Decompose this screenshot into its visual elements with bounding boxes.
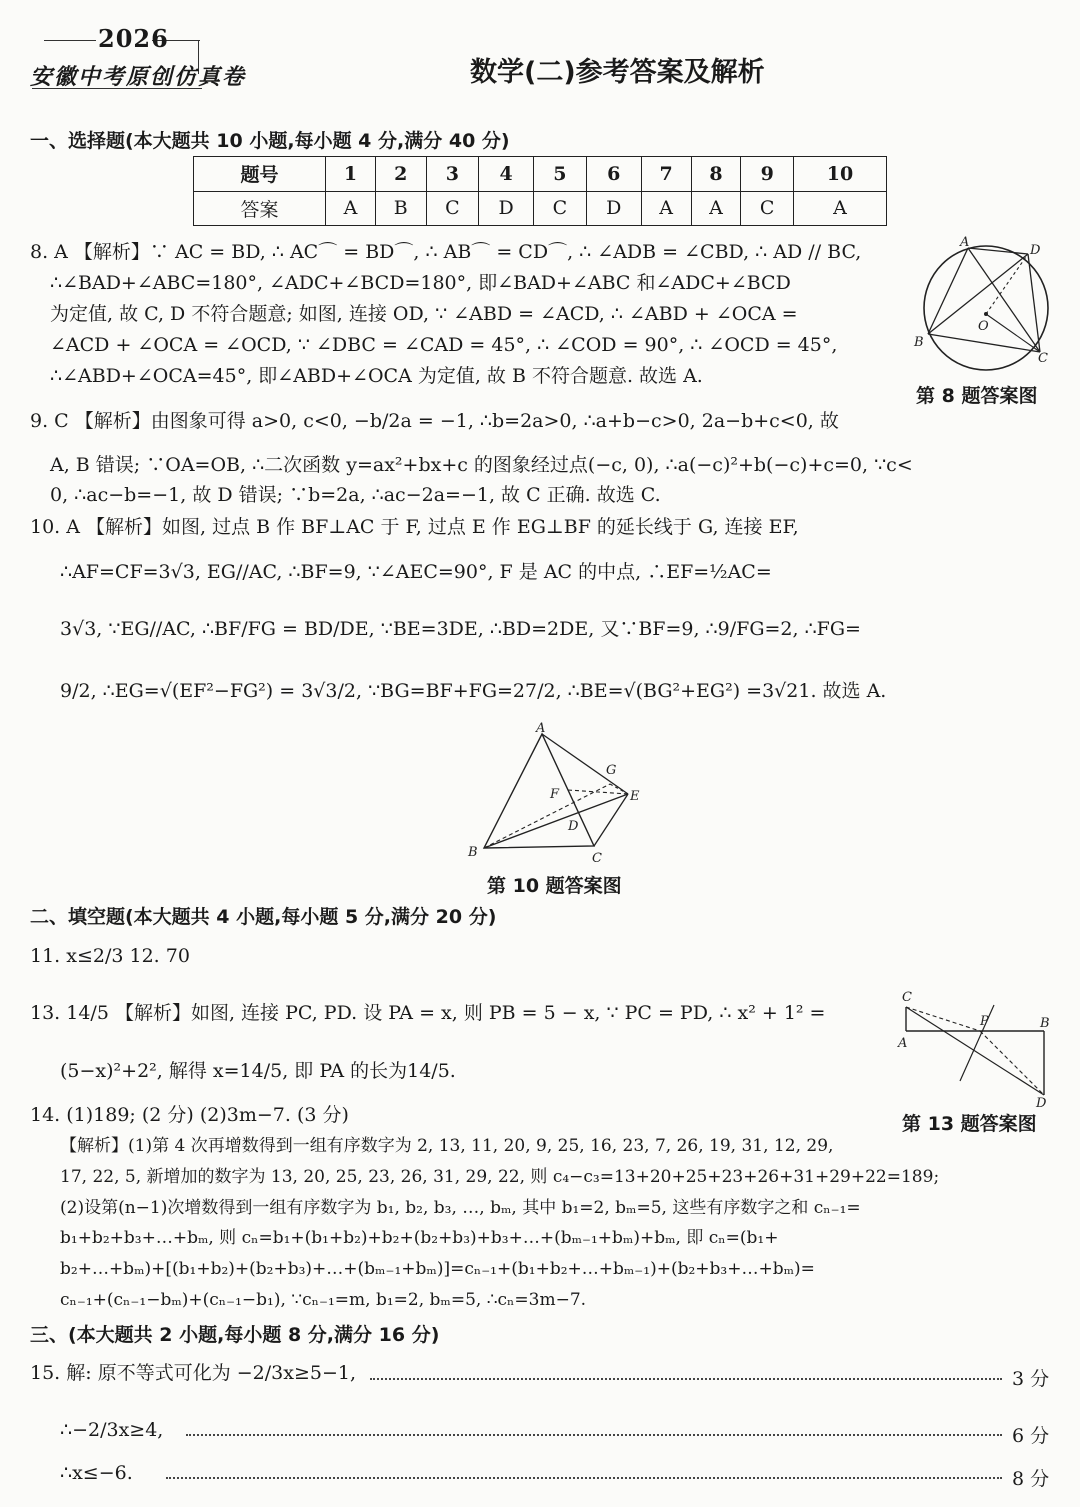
q14-line: 14. (1)189; (2 分) (2)3m−7. (3 分) <box>30 1104 349 1126</box>
row-label-number: 题号 <box>194 157 326 192</box>
q10-label: E <box>630 789 640 804</box>
q13-line: (5−x)²+2², 解得 x=14/5, 即 PA 的长为14/5. <box>60 1060 456 1082</box>
q14-line: b₂+…+bₘ)+[(b₁+b₂)+(b₂+b₃)+…+(bₘ₋₁+bₘ)]=cₙ₋₁+(b₁+b₂+…+bₘ₋₁)+(b₂+b₃+…+bₘ)= <box>60 1259 815 1279</box>
answer-cell: B <box>375 191 426 226</box>
q15-step: 15. 解: 原不等式可化为 −2/3x≥5−1, <box>30 1362 357 1384</box>
q13-figure <box>894 985 1064 1114</box>
answer-cell: C <box>741 191 794 226</box>
q10-line: 9/2, ∴EG=√(EF²−FG²) = 3√3/2, ∵BG=BF+FG=27/2, ∴BE=√(BG²+EG²) =3√21. 故选 A. <box>60 680 887 702</box>
question-number: 8 <box>691 157 741 192</box>
q9-line: 0, ∴ac−b=−1, 故 D 错误; ∵b=2a, ∴ac−2a=−1, 故 C 正确. 故选 C. <box>50 484 661 506</box>
q8-figure <box>912 234 1062 378</box>
q15-score: 8 分 <box>1012 1468 1050 1490</box>
header-year: 2026 <box>98 24 169 53</box>
row-label-answer: 答案 <box>194 191 326 226</box>
leader-dots <box>166 1477 1002 1479</box>
q10-label: C <box>592 851 602 866</box>
header-brand: 安徽中考原创仿真卷 <box>30 64 247 90</box>
question-number: 1 <box>326 157 376 192</box>
q8-label: C <box>1038 351 1048 366</box>
q8-label: O <box>978 319 989 334</box>
question-number: 5 <box>534 157 587 192</box>
q8-line: 8. A 【解析】∵ AC = BD, ∴ AC⌒ = BD⌒, ∴ AB⌒ = CD⌒, ∴ ∠ADB = ∠CBD, ∴ AD // BC, <box>30 241 862 263</box>
question-number: 10 <box>793 157 886 192</box>
q9-line: 9. C 【解析】由图象可得 a>0, c<0, −b/2a = −1, ∴b=2a>0, ∴a+b−c>0, 2a−b+c<0, 故 <box>30 410 839 432</box>
q13-label: C <box>902 990 912 1005</box>
question-number: 7 <box>641 157 691 192</box>
question-number: 9 <box>741 157 794 192</box>
answer-table-answer-row <box>194 191 887 226</box>
q10-line: ∴AF=CF=3√3, EG//AC, ∴BF=9, ∵∠AEC=90°, F 是 AC 的中点, ∴EF=½AC= <box>60 561 772 583</box>
answer-cell: C <box>426 191 479 226</box>
answer-cell: A <box>691 191 741 226</box>
question-number: 3 <box>426 157 479 192</box>
q13-label: A <box>898 1036 908 1051</box>
question-number: 6 <box>586 157 641 192</box>
answer-cell: A <box>793 191 886 226</box>
q8-label: D <box>1030 243 1041 258</box>
header-rule-left <box>44 40 96 41</box>
q15-step: ∴−2/3x≥4, <box>60 1419 164 1441</box>
q10-label: G <box>606 763 617 778</box>
q10-line: 3√3, ∵EG//AC, ∴BF/FG = BD/DE, ∵BE=3DE, ∴BD=2DE, 又∵BF=9, ∴9/FG=2, ∴FG= <box>60 618 861 640</box>
q14-line: (2)设第(n−1)次增数得到一组有序数字为 b₁, b₂, b₃, …, bₘ, 其中 b₁=2, bₘ=5, 这些有序数字之和 cₙ₋₁= <box>60 1198 861 1218</box>
q8-caption: 第 8 题答案图 <box>916 385 1038 407</box>
leader-dots <box>370 1378 1002 1380</box>
q13-label: D <box>1036 1096 1047 1110</box>
section1-heading: 一、选择题(本大题共 10 小题,每小题 4 分,满分 40 分) <box>30 130 510 152</box>
q15-score: 3 分 <box>1012 1368 1050 1390</box>
answer-table-number-row <box>194 157 887 192</box>
q15-score: 6 分 <box>1012 1425 1050 1447</box>
q15-step: ∴x≤−6. <box>60 1462 133 1484</box>
answer-cell: D <box>479 191 534 226</box>
q8-line: 为定值, 故 C, D 不符合题意; 如图, 连接 OD, ∵ ∠ABD = ∠ACD, ∴ ∠ABD + ∠OCA = <box>50 303 798 325</box>
answer-table <box>193 156 887 226</box>
answer-cell: C <box>534 191 587 226</box>
q10-label: B <box>468 845 478 860</box>
section2-heading: 二、填空题(本大题共 4 小题,每小题 5 分,满分 20 分) <box>30 906 497 928</box>
q10-label: D <box>568 819 579 834</box>
q14-line: 【解析】(1)第 4 次再增数得到一组有序数字为 2, 13, 11, 20, 9, 25, 16, 23, 7, 26, 19, 31, 12, 29, <box>60 1136 834 1156</box>
q13-caption: 第 13 题答案图 <box>902 1113 1037 1135</box>
page-title: 数学(二)参考答案及解析 <box>470 57 765 88</box>
q10-label: A <box>536 722 546 736</box>
q8-line: ∴∠BAD+∠ABC=180°, ∠ADC+∠BCD=180°, 即∠BAD+∠ABC 和∠ADC+∠BCD <box>50 272 791 294</box>
q10-figure <box>460 722 660 871</box>
q11-12-line: 11. x≤2/3 12. 70 <box>30 945 190 967</box>
q14-line: b₁+b₂+b₃+…+bₘ, 则 cₙ=b₁+(b₁+b₂)+b₂+(b₂+b₃)+b₃+…+(bₘ₋₁+bₘ)+bₘ, 即 cₙ=(b₁+ <box>60 1228 779 1248</box>
q14-line: cₙ₋₁+(cₙ₋₁−bₘ)+(cₙ₋₁−b₁), ∵cₙ₋₁=m, b₁=2, bₘ=5, ∴cₙ=3m−7. <box>60 1290 587 1310</box>
question-number: 2 <box>375 157 426 192</box>
q13-label: P <box>980 1014 989 1029</box>
q8-label: B <box>914 335 924 350</box>
answer-cell: A <box>326 191 376 226</box>
q8-line: ∠ACD + ∠OCA = ∠OCD, ∵ ∠DBC = ∠CAD = 45°, ∴ ∠COD = 90°, ∴ ∠OCD = 45°, <box>50 334 838 356</box>
leader-dots <box>186 1434 1002 1436</box>
question-number: 4 <box>479 157 534 192</box>
q8-line: ∴∠ABD+∠OCA=45°, 即∠ABD+∠OCA 为定值, 故 B 不符合题意. 故选 A. <box>50 365 703 387</box>
answer-cell: A <box>641 191 691 226</box>
q8-label: A <box>960 235 970 250</box>
section3-heading: 三、(本大题共 2 小题,每小题 8 分,满分 16 分) <box>30 1324 440 1346</box>
q14-line: 17, 22, 5, 新增加的数字为 13, 20, 25, 23, 26, 31, 29, 22, 则 c₄−c₃=13+20+25+23+26+31+29+22=189; <box>60 1167 940 1187</box>
q10-label: F <box>550 787 560 802</box>
q9-line: A, B 错误; ∵OA=OB, ∴二次函数 y=ax²+bx+c 的图象经过点(−c, 0), ∴a(−c)²+b(−c)+c=0, ∵c< <box>50 454 913 476</box>
q13-label: B <box>1040 1016 1050 1031</box>
q10-line: 10. A 【解析】如图, 过点 B 作 BF⊥AC 于 F, 过点 E 作 EG⊥BF 的延长线于 G, 连接 EF, <box>30 516 799 538</box>
answer-cell: D <box>586 191 641 226</box>
q10-caption: 第 10 题答案图 <box>487 875 622 897</box>
q13-line: 13. 14/5 【解析】如图, 连接 PC, PD. 设 PA = x, 则 PB = 5 − x, ∵ PC = PD, ∴ x² + 1² = <box>30 1002 826 1024</box>
